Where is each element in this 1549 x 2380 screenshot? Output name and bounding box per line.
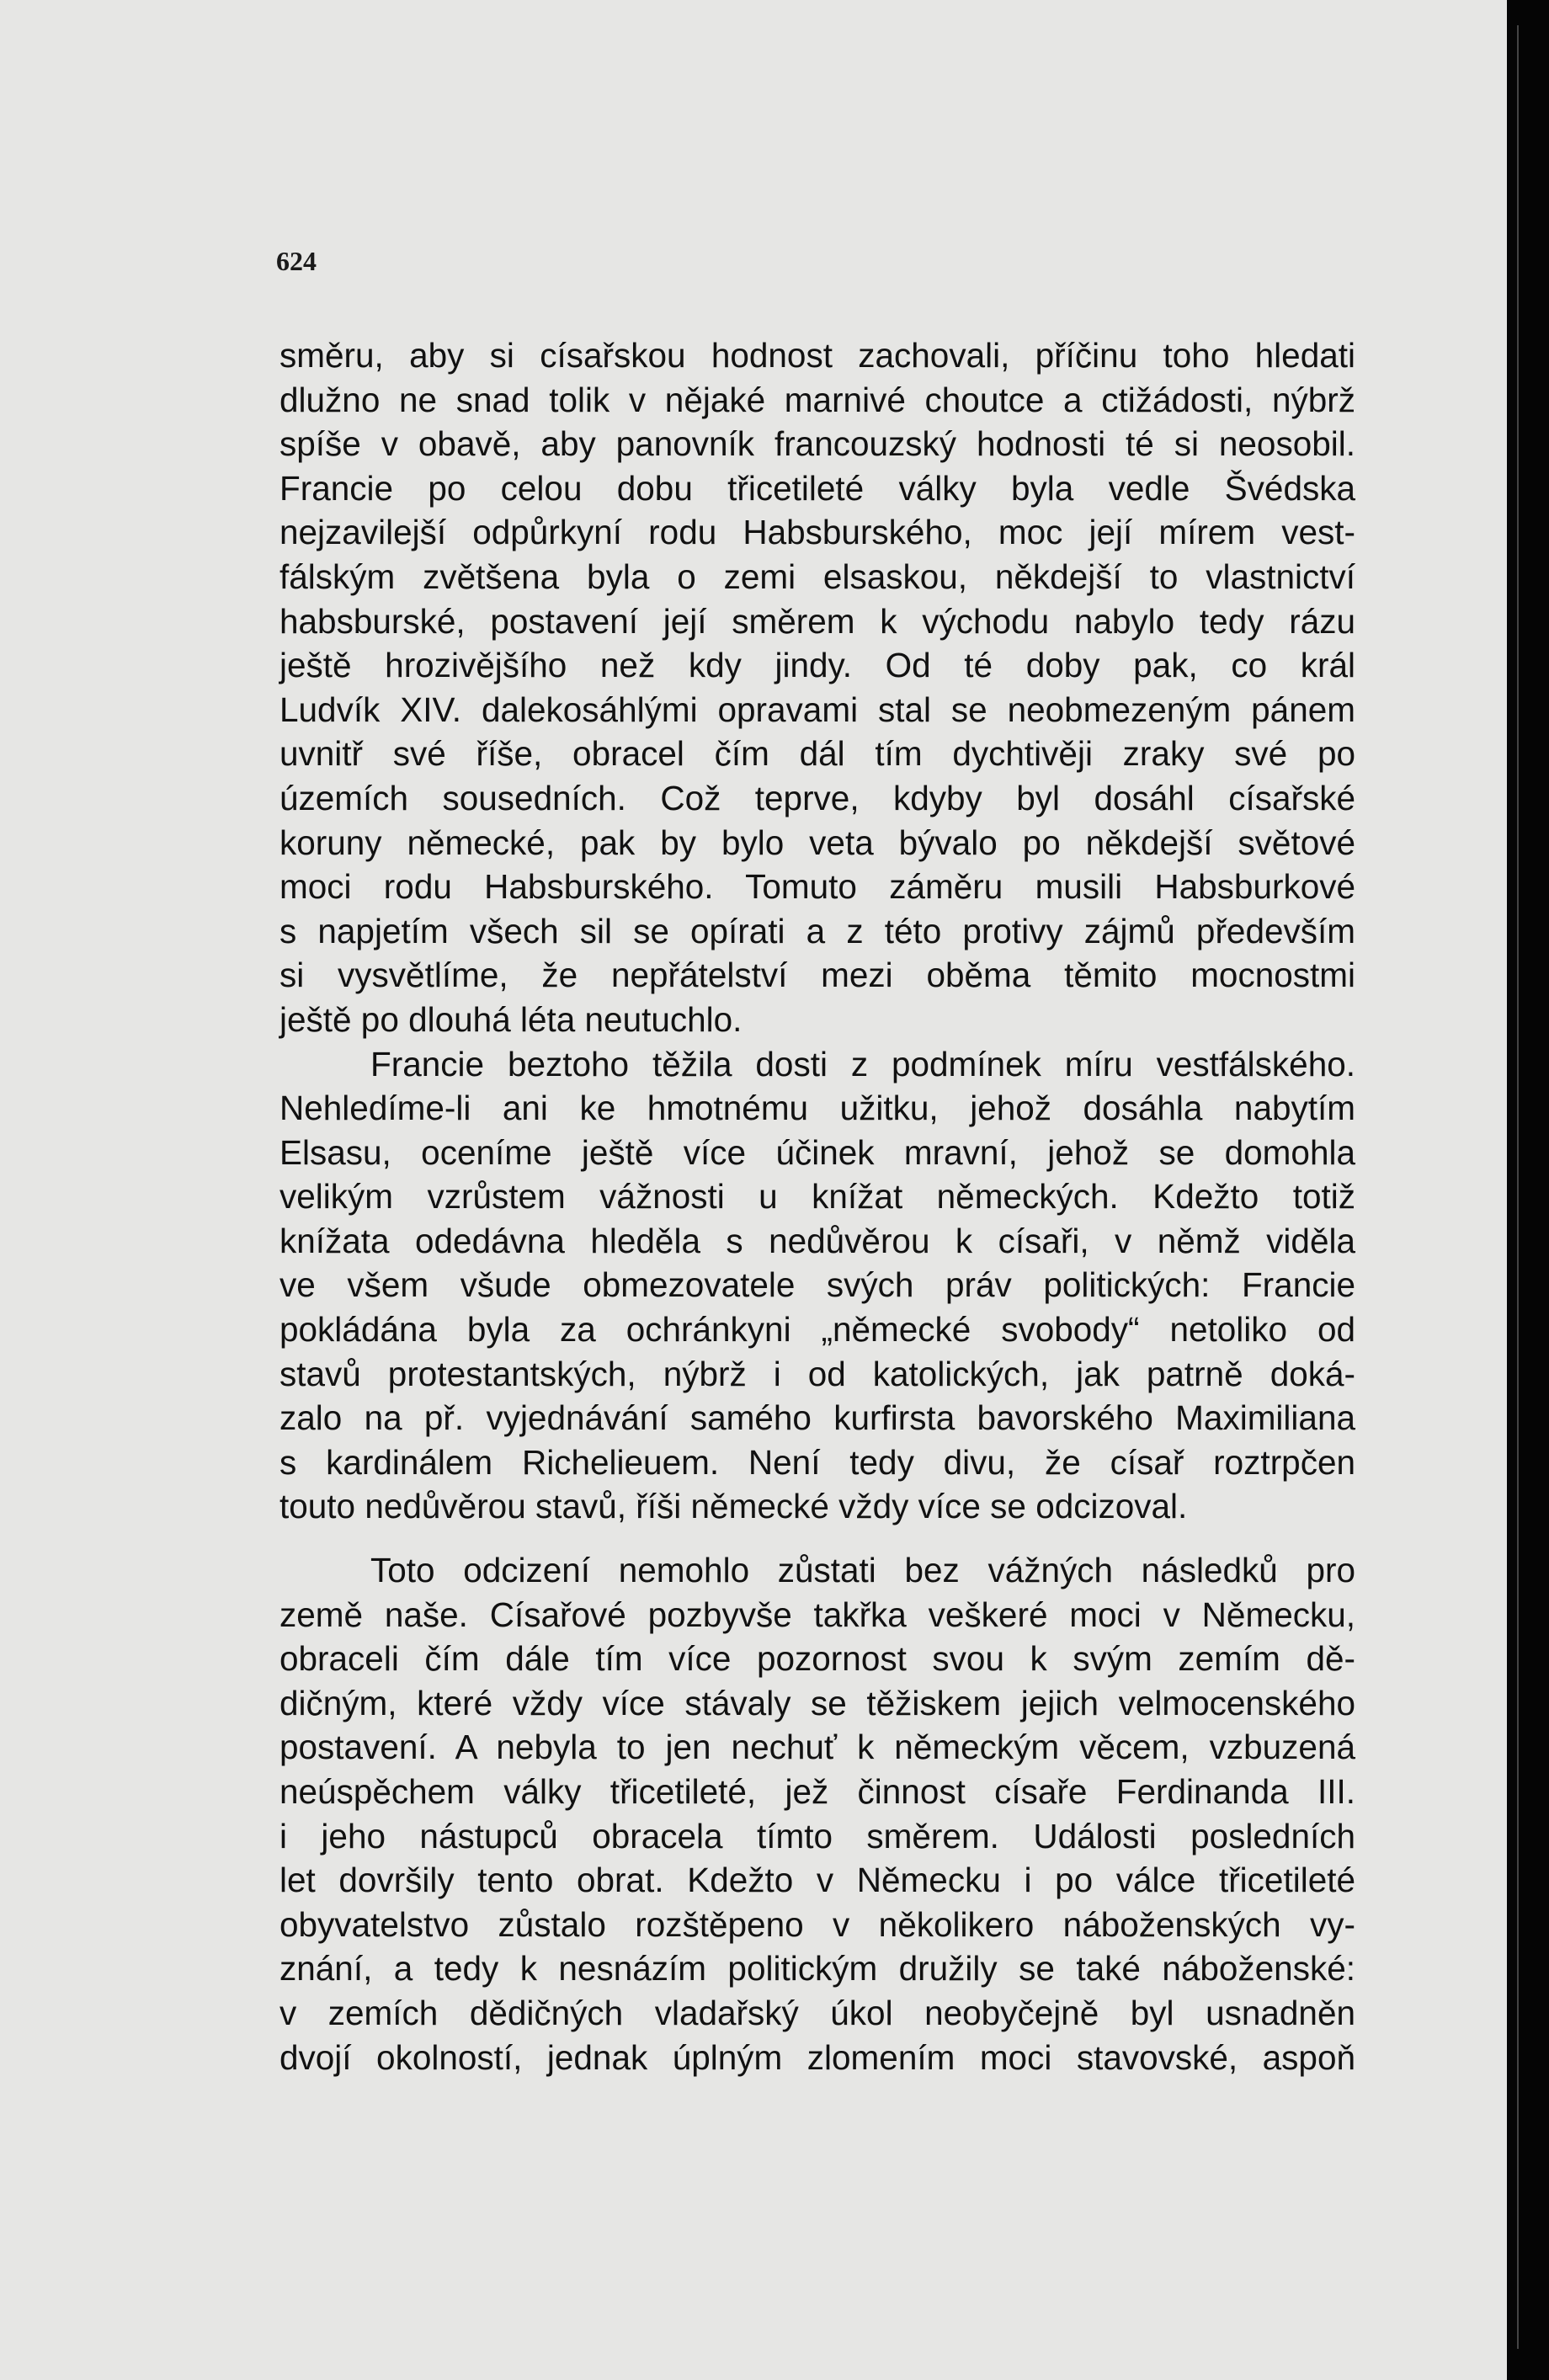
text-line: neúspěchem války třicetileté, jež činnost císaře Ferdinanda III. <box>279 1772 1355 1811</box>
text-line: Ludvík XIV. dalekosáhlými opravami stal se neobmezeným pánem <box>279 690 1355 729</box>
text-line: si vysvětlíme, že nepřátelství mezi oběma těmito mocnostmi <box>279 956 1355 995</box>
text-line: uvnitř své říše, obracel čím dál tím dychtivěji zraky své po <box>279 734 1355 774</box>
text-line: nejzavilejší odpůrkyní rodu Habsburského, moc její mírem vest- <box>279 513 1355 552</box>
text-line: s napjetím všech sil se opírati a z této protivy zájmů především <box>279 911 1355 950</box>
text-line: obyvatelstvo zůstalo rozštěpeno v několikero náboženských vy- <box>279 1904 1355 1944</box>
text-line: dičným, které vždy více stávaly se těžiskem jejich velmocenského <box>279 1683 1355 1722</box>
text-line: postavení. A nebyla to jen nechuť k německým věcem, vzbuzená <box>279 1728 1355 1767</box>
scan-edge-line <box>1517 25 1519 2349</box>
text-line: územích sousedních. Což teprve, kdyby byl dosáhl císařské <box>279 778 1355 817</box>
paragraph-1 <box>279 333 1355 1042</box>
text-line: zalo na př. vyjednávání samého kurfirsta bavorského Maximiliana <box>279 1398 1355 1438</box>
body-text <box>279 333 1355 2079</box>
text-line: dlužno ne snad tolik v nějaké marnivé choutce a ctižádosti, nýbrž <box>279 380 1355 419</box>
text-line: i jeho nástupců obracela tímto směrem. Události posledních <box>279 1816 1355 1856</box>
scan-dark-edge <box>1507 0 1549 2380</box>
text-line: obraceli čím dále tím více pozornost svou k svým zemím dě- <box>279 1639 1355 1679</box>
paragraph-2 <box>279 1042 1355 1530</box>
text-line: ve všem všude obmezovatele svých práv politických: Francie <box>279 1265 1355 1305</box>
text-line: znání, a tedy k nesnázím politickým družily se také náboženské: <box>279 1949 1355 1989</box>
text-line: v zemích dědičných vladařský úkol neobyčejně byl usnadněn <box>279 1993 1355 2032</box>
text-line: stavů protestantských, nýbrž i od katolických, jak patrně doká- <box>279 1354 1355 1393</box>
text-line: knížata odedávna hleděla s nedůvěrou k císaři, v němž viděla <box>279 1221 1355 1260</box>
text-line: ještě hrozivějšího než kdy jindy. Od té doby pak, co král <box>279 646 1355 685</box>
text-line: Elsasu, oceníme ještě více účinek mravní, jehož se domohla <box>279 1132 1355 1172</box>
text-line: Francie po celou dobu třicetileté války byla vedle Švédska <box>279 468 1355 508</box>
text-line: velikým vzrůstem vážnosti u knížat německých. Kdežto totiž <box>279 1177 1355 1217</box>
page-number: 624 <box>276 246 317 276</box>
text-line: fálským zvětšena byla o zemi elsaskou, někdejší to vlastnictví <box>279 556 1355 596</box>
text-line: Toto odcizení nemohlo zůstati bez vážných následků pro <box>370 1551 1355 1590</box>
text-line: dvojí okolností, jednak úplným zlomením moci stavovské, aspoň <box>279 2037 1355 2077</box>
text-line: pokládána byla za ochránkyni „německé svobody“ netoliko od <box>279 1310 1355 1350</box>
text-line: směru, aby si císařskou hodnost zachovali, příčinu toho hledati <box>279 336 1355 375</box>
text-line: spíše v obavě, aby panovník francouzský hodnosti té si neosobil. <box>279 424 1355 464</box>
text-line: Nehledíme-li ani ke hmotnému užitku, jehož dosáhla nabytím <box>279 1089 1355 1128</box>
text-line: ještě po dlouhá léta neutuchlo. <box>279 999 743 1039</box>
text-line: touto nedůvěrou stavů, říši německé vždy více se odcizoval. <box>279 1487 1188 1526</box>
text-line: moci rodu Habsburského. Tomuto záměru musili Habsburkové <box>279 867 1355 907</box>
text-line: země naše. Císařové pozbyvše takřka veškeré moci v Německu, <box>279 1595 1355 1634</box>
paragraph-3 <box>279 1548 1355 2079</box>
text-line: koruny německé, pak by bylo veta bývalo po někdejší světové <box>279 823 1355 862</box>
text-line: let dovršily tento obrat. Kdežto v Německu i po válce třicetileté <box>279 1861 1355 1900</box>
text-line: habsburské, postavení její směrem k východu nabylo tedy rázu <box>279 601 1355 641</box>
text-line: Francie beztoho těžila dosti z podmínek míru vestfálského. <box>370 1044 1355 1084</box>
text-line: s kardinálem Richelieuem. Není tedy divu, že císař roztrpčen <box>279 1442 1355 1482</box>
